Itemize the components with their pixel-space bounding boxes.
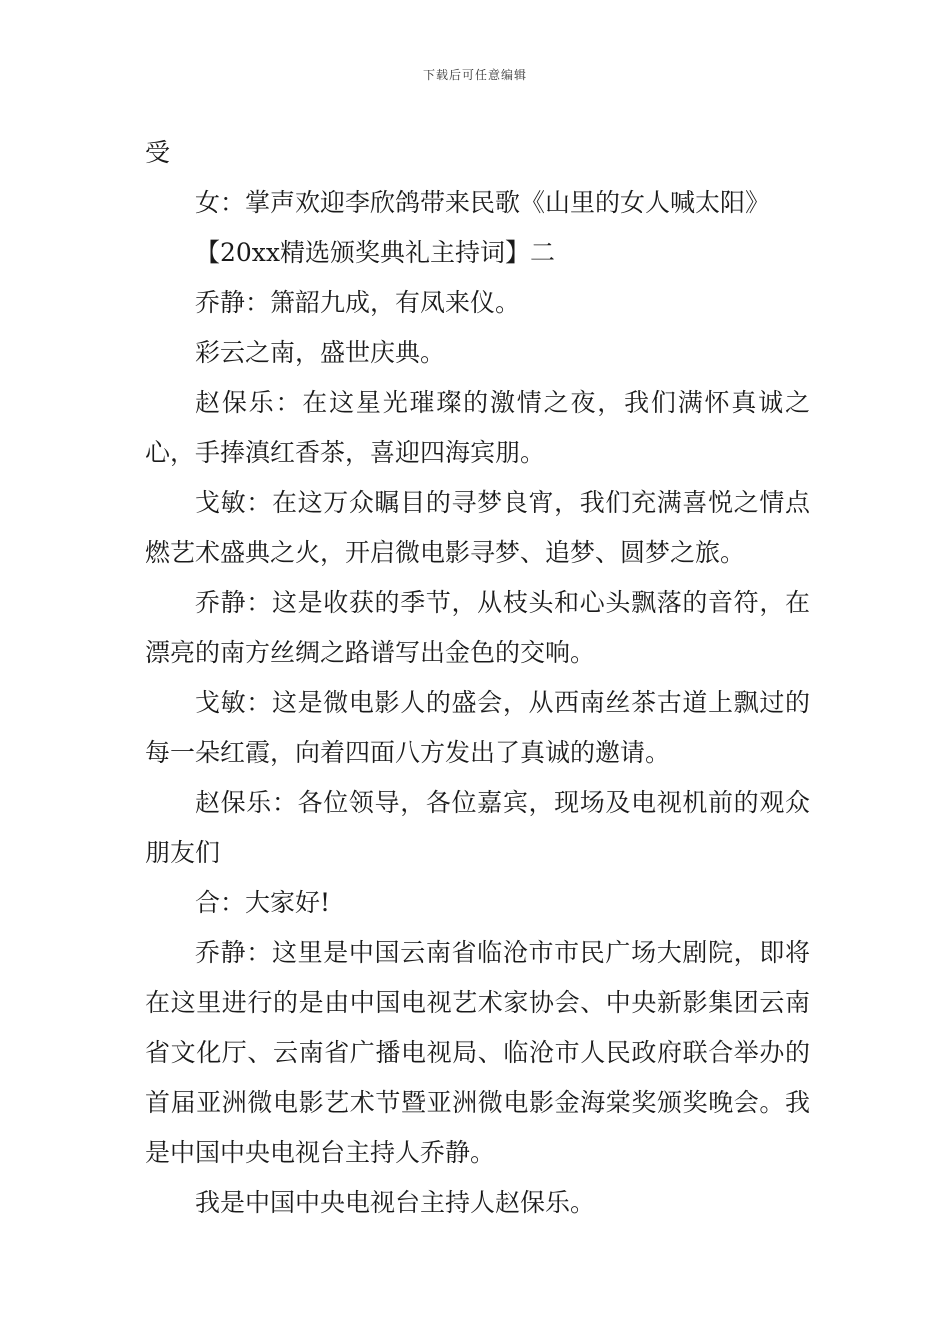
paragraph-10: 合：大家好! [195,888,331,917]
page-header: 下载后可任意编辑 [422,68,527,82]
paragraph-12: 我是中国中央电视台主持人赵保乐。 [195,1188,596,1217]
paragraph-7: 乔静：这是收获的季节，从枝头和心头飘落的音符，在漂亮的南方丝绸之路谱写出金色的交响。 [145,588,810,667]
paragraph-9: 赵保乐：各位领导，各位嘉宾，现场及电视机前的观众朋友们 [145,788,810,867]
paragraph-11: 乔静：这里是中国云南省临沧市市民广场大剧院，即将在这里进行的是由中国电视艺术家协会、中央新影集团云南省文化厅、云南省广播电视局、临沧市人民政府联合举办的首届亚洲微电影艺术节暨亚洲微电影金海棠奖颁奖晚会。我是中国中央电视台主持人乔静。 [145,938,810,1167]
paragraph-1: 女：掌声欢迎李欣鸽带来民歌《山里的女人喊太阳》 [195,188,771,217]
paragraph-0: 受 [145,138,171,167]
paragraph-3: 乔静：箫韶九成，有凤来仪。 [195,288,521,317]
paragraph-4: 彩云之南，盛世庆典。 [195,338,446,367]
paragraph-6: 戈敏：在这万众瞩目的寻梦良宵，我们充满喜悦之情点燃艺术盛典之火，开启微电影寻梦、追梦、圆梦之旅。 [145,488,810,567]
paragraph-5: 赵保乐：在这星光璀璨的激情之夜，我们满怀真诚之心，手捧滇红香茶，喜迎四海宾朋。 [145,388,810,467]
paragraph-2: 【20xx精选颁奖典礼主持词】二 [195,238,556,267]
document-body [145,128,810,1228]
paragraph-8: 戈敏：这是微电影人的盛会，从西南丝茶古道上飘过的每一朵红霞，向着四面八方发出了真诚的邀请。 [145,688,810,767]
